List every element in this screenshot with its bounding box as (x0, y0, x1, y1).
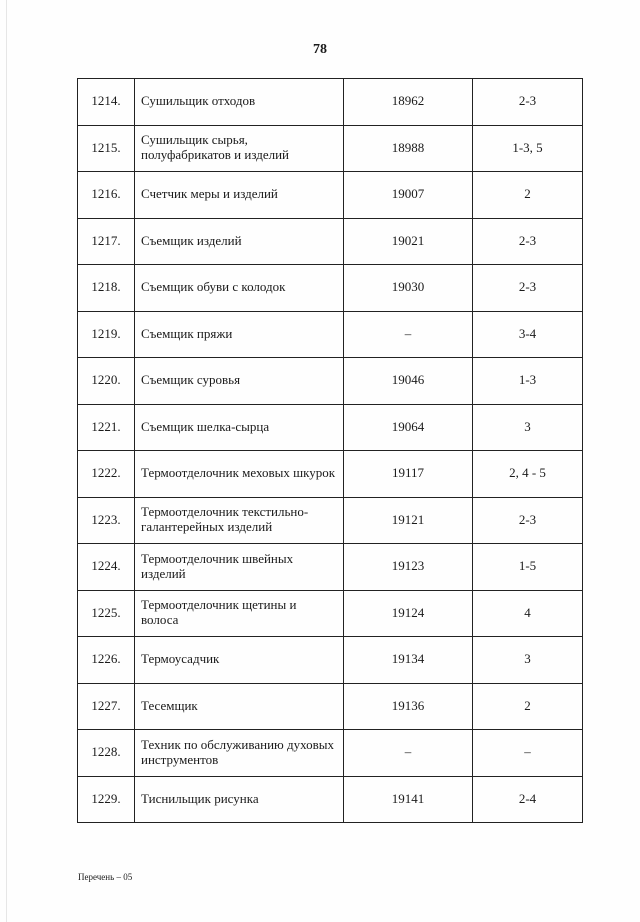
table-row (78, 451, 583, 498)
profession-name-cell: Термоотделочник щетины и волоса (135, 590, 344, 637)
grade-range-cell: 2-3 (473, 265, 583, 312)
grade-range-cell: 3 (473, 637, 583, 684)
table-row (78, 404, 583, 451)
grade-range-cell: 2 (473, 172, 583, 219)
profession-code-cell: 19123 (344, 544, 473, 591)
grade-range-cell: 1-3, 5 (473, 125, 583, 172)
table-row (78, 79, 583, 126)
profession-name-cell: Тиснильщик рисунка (135, 776, 344, 823)
profession-code-cell: 19021 (344, 218, 473, 265)
row-number-cell: 1226. (78, 637, 135, 684)
grade-range-cell: 2-3 (473, 218, 583, 265)
profession-name-cell: Сушильщик сырья, полуфабрикатов и изделий (135, 125, 344, 172)
row-number-cell: 1219. (78, 311, 135, 358)
footer-label: Перечень – 05 (78, 872, 133, 882)
row-number-cell: 1224. (78, 544, 135, 591)
table-row (78, 544, 583, 591)
profession-name-cell: Съемщик обуви с колодок (135, 265, 344, 312)
grade-range-cell: 2-3 (473, 79, 583, 126)
grade-range-cell: 2, 4 - 5 (473, 451, 583, 498)
table-row (78, 683, 583, 730)
table-body (78, 79, 583, 823)
profession-code-cell: 19046 (344, 358, 473, 405)
table-row (78, 497, 583, 544)
page-number: 78 (313, 42, 327, 57)
profession-name-cell: Съемщик суровья (135, 358, 344, 405)
grade-range-cell: 3 (473, 404, 583, 451)
profession-code-cell: 19136 (344, 683, 473, 730)
grade-range-cell: 2 (473, 683, 583, 730)
profession-name-cell: Термоотделочник швейных изделий (135, 544, 344, 591)
row-number-cell: 1222. (78, 451, 135, 498)
scan-edge-line (6, 0, 7, 922)
table-row (78, 358, 583, 405)
profession-name-cell: Термоотделочник текстильно-галантерейных изделий (135, 497, 344, 544)
row-number-cell: 1217. (78, 218, 135, 265)
grade-range-cell: 4 (473, 590, 583, 637)
table-row (78, 590, 583, 637)
profession-name-cell: Сушильщик отходов (135, 79, 344, 126)
profession-name-cell: Термоусадчик (135, 637, 344, 684)
profession-code-cell: – (344, 311, 473, 358)
profession-code-cell: 19117 (344, 451, 473, 498)
row-number-cell: 1229. (78, 776, 135, 823)
profession-code-cell: 19121 (344, 497, 473, 544)
profession-name-cell: Счетчик меры и изделий (135, 172, 344, 219)
profession-name-cell: Техник по обслуживанию духовых инструментов (135, 730, 344, 777)
table-row (78, 776, 583, 823)
row-number-cell: 1214. (78, 79, 135, 126)
profession-code-cell: 19134 (344, 637, 473, 684)
table-row (78, 637, 583, 684)
table-row (78, 311, 583, 358)
profession-code-cell: 19141 (344, 776, 473, 823)
professions-table (77, 78, 583, 823)
profession-name-cell: Съемщик шелка-сырца (135, 404, 344, 451)
profession-code-cell: 18962 (344, 79, 473, 126)
table-row (78, 730, 583, 777)
row-number-cell: 1225. (78, 590, 135, 637)
grade-range-cell: 3-4 (473, 311, 583, 358)
row-number-cell: 1218. (78, 265, 135, 312)
table-row (78, 125, 583, 172)
profession-code-cell: 19064 (344, 404, 473, 451)
grade-range-cell: 1-3 (473, 358, 583, 405)
row-number-cell: 1221. (78, 404, 135, 451)
grade-range-cell: 2-3 (473, 497, 583, 544)
row-number-cell: 1227. (78, 683, 135, 730)
profession-code-cell: – (344, 730, 473, 777)
table-row (78, 172, 583, 219)
profession-code-cell: 19007 (344, 172, 473, 219)
profession-name-cell: Съемщик пряжи (135, 311, 344, 358)
grade-range-cell: – (473, 730, 583, 777)
row-number-cell: 1215. (78, 125, 135, 172)
profession-name-cell: Тесемщик (135, 683, 344, 730)
row-number-cell: 1216. (78, 172, 135, 219)
grade-range-cell: 2-4 (473, 776, 583, 823)
row-number-cell: 1220. (78, 358, 135, 405)
profession-code-cell: 18988 (344, 125, 473, 172)
profession-code-cell: 19124 (344, 590, 473, 637)
table-row (78, 218, 583, 265)
profession-code-cell: 19030 (344, 265, 473, 312)
row-number-cell: 1228. (78, 730, 135, 777)
profession-name-cell: Съемщик изделий (135, 218, 344, 265)
grade-range-cell: 1-5 (473, 544, 583, 591)
table-row (78, 265, 583, 312)
row-number-cell: 1223. (78, 497, 135, 544)
profession-name-cell: Термоотделочник меховых шкурок (135, 451, 344, 498)
